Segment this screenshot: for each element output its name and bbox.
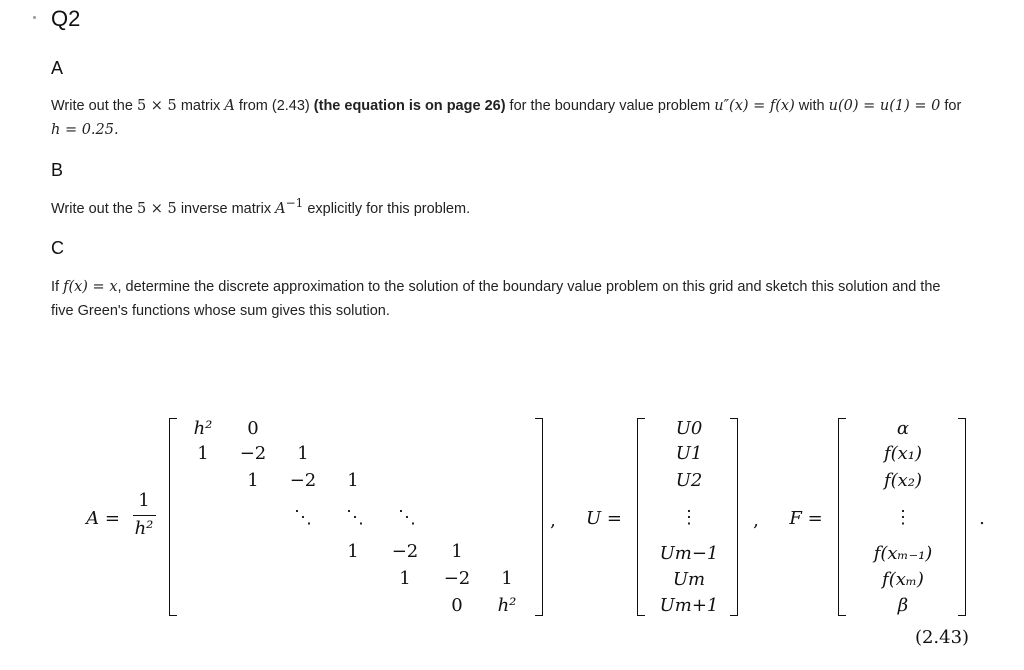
math-h: h = 0.25. (51, 122, 119, 138)
equation-number: (2.43) (914, 627, 970, 648)
matrix-a-entry: −2 (443, 568, 471, 589)
part-b-heading: B (51, 160, 64, 180)
f-vector-entry: f(x₂) (883, 470, 923, 491)
comma: , (550, 510, 556, 531)
period: . (979, 508, 985, 529)
math-dims: 5 × 5 (136, 201, 177, 217)
u-vector-entry: U2 (675, 470, 703, 491)
u-vector-entry: Um−1 (659, 543, 719, 564)
f-vector-left-bracket (838, 418, 846, 616)
math-dims: 5 × 5 (136, 98, 177, 114)
matrix-a-entry: −2 (289, 470, 317, 491)
text-run: matrix (176, 98, 225, 114)
text-run: , determine the discrete approximation to the solution of the boundary value problem on this grid and sketch this solution and the (117, 279, 941, 295)
text-run: with (794, 98, 829, 114)
matrix-a-entry: 1 (347, 470, 359, 491)
matrix-a-entry: h² (193, 418, 213, 439)
text-run: from (2.43) (234, 98, 314, 114)
f-vector-entry: f(xₘ) (882, 569, 924, 590)
matrix-a-entry: h² (497, 595, 517, 616)
part-c-heading: C (51, 238, 64, 258)
comma: , (753, 510, 759, 531)
text-run: for (940, 98, 962, 114)
text-run: Write out the (51, 201, 137, 217)
math-var: A (275, 201, 286, 217)
text-run: If (51, 279, 64, 295)
frac-denominator: h² (134, 518, 154, 539)
u-vector-entry: U1 (675, 443, 703, 464)
matrix-a-entry: 1 (451, 541, 463, 562)
u-vector-right-bracket (730, 418, 738, 616)
math-var: A (224, 98, 235, 114)
matrix-a-entry: −2 (239, 443, 267, 464)
frac-bar (133, 515, 156, 516)
math-sup: −1 (285, 196, 304, 211)
matrix-a-dots: ⋱ (294, 507, 312, 528)
matrix-a-entry: 0 (247, 418, 259, 439)
text-run: inverse matrix (176, 201, 276, 217)
lhs-a: A = (86, 508, 120, 529)
f-vector-entry: f(xₘ₋₁) (873, 543, 933, 564)
f-vector-entry: α (896, 418, 910, 439)
matrix-a-entry: 0 (451, 595, 463, 616)
f-vector-entry: β (897, 595, 909, 616)
math-boundary: u(0) = u(1) = 0 (828, 98, 941, 114)
matrix-a-right-bracket (535, 418, 543, 616)
matrix-a-dots: ⋱ (398, 507, 416, 528)
matrix-a-left-bracket (169, 418, 177, 616)
u-vector-left-bracket (637, 418, 645, 616)
f-label: F = (789, 508, 823, 529)
matrix-a-entry: 1 (197, 443, 209, 464)
text-run: Write out the (51, 98, 137, 114)
matrix-a-entry: 1 (247, 470, 259, 491)
f-vector-right-bracket (958, 418, 966, 616)
matrix-a-entry: 1 (347, 541, 359, 562)
u-vector-entry: Um+1 (659, 595, 719, 616)
matrix-a-entry: 1 (399, 568, 411, 589)
part-a-heading: A (51, 58, 64, 78)
math-equation: u″(x) = f(x) (714, 98, 795, 114)
matrix-a-dots: ⋱ (346, 507, 364, 528)
u-vector-entry: Um (672, 569, 706, 590)
f-vector-vdots: ⋮ (894, 507, 912, 528)
text-run: explicitly for this problem. (303, 201, 471, 217)
u-vector-vdots: ⋮ (680, 507, 698, 528)
matrix-a-entry: 1 (297, 443, 309, 464)
bold-note: (the equation is on page 26) (313, 98, 506, 114)
math-fx: f(x) = x (63, 279, 118, 295)
u-label: U = (586, 508, 622, 529)
matrix-a-entry: 1 (501, 568, 513, 589)
matrix-a-entry: −2 (391, 541, 419, 562)
f-vector-entry: f(x₁) (883, 443, 923, 464)
part-c-line-2: five Green's functions whose sum gives this solution. (51, 303, 390, 319)
frac-numerator: 1 (138, 490, 150, 511)
u-vector-entry: U0 (675, 418, 703, 439)
question-title: Q2 (51, 6, 81, 31)
text-run: for the boundary value problem (505, 98, 715, 114)
